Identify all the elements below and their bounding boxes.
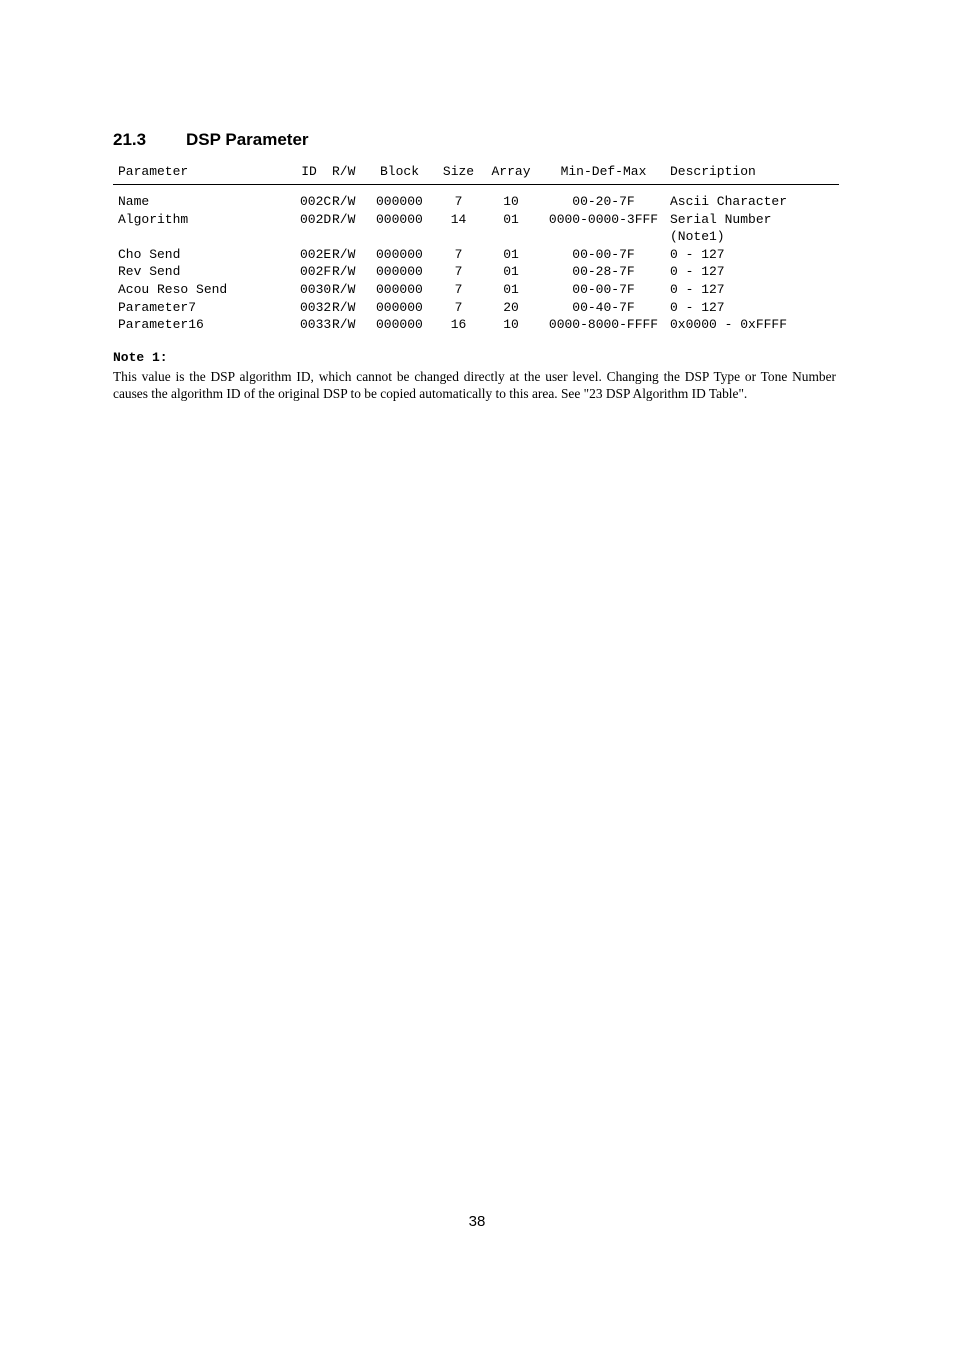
cell-size: 7: [454, 281, 463, 297]
cell-array: 01: [503, 246, 519, 262]
cell-rw: R/W: [332, 246, 356, 262]
cell-block: 000000: [376, 299, 423, 315]
cell-id: 002E: [300, 246, 332, 262]
cell-description: 0 - 127: [670, 264, 725, 280]
cell-id: 002D: [300, 211, 332, 227]
cell-array: 10: [503, 317, 519, 333]
cell-description: Serial Number: [670, 211, 772, 227]
cell-block: 000000: [376, 246, 423, 262]
table-row: [113, 280, 839, 298]
header-array: Array: [491, 164, 531, 179]
cell-description: 0 - 127: [670, 246, 725, 262]
header-size: Size: [442, 164, 475, 179]
cell-parameter: Acou Reso Send: [118, 281, 228, 297]
cell-id: 002F: [300, 264, 332, 280]
cell-parameter: Cho Send: [118, 246, 181, 262]
note-body: This value is the DSP algorithm ID, which cannot be changed directly at the user level. Changing the DSP Type or Tone Number causes the algorithm ID of the original DSP to be copied automatically to this area. See "23 DSP Algorithm ID Table".: [113, 369, 836, 401]
cell-id: 0030: [300, 281, 332, 297]
cell-rw: R/W: [332, 194, 356, 209]
cell-array: 20: [503, 299, 519, 315]
header-block: Block: [380, 164, 420, 179]
table-row: [113, 192, 839, 210]
table-row: [113, 262, 839, 280]
cell-block: 000000: [376, 194, 423, 209]
cell-block: 000000: [376, 281, 423, 297]
header-parameter: Parameter: [118, 164, 189, 179]
cell-description: Ascii Character: [670, 194, 788, 209]
header-min-def-max: Min-Def-Max: [560, 164, 647, 179]
note-title: Note 1:: [113, 350, 168, 365]
table-row-continuation: [113, 227, 839, 245]
table-spacer: [113, 185, 839, 192]
section-title: DSP Parameter: [186, 130, 309, 149]
cell-min-def-max: 00-00-7F: [572, 281, 635, 297]
cell-array: 01: [503, 211, 519, 227]
cell-parameter: Name: [118, 194, 150, 209]
cell-parameter: Parameter16: [118, 317, 204, 333]
cell-size: 16: [450, 317, 467, 333]
cell-array: 01: [503, 264, 519, 280]
cell-size: 14: [450, 211, 467, 227]
cell-min-def-max: 00-40-7F: [572, 299, 635, 315]
cell-array: 01: [503, 281, 519, 297]
cell-size: 7: [454, 299, 463, 315]
table-row: [113, 210, 839, 228]
cell-array: 10: [503, 194, 519, 209]
note-section: [113, 350, 836, 402]
page-number: 38: [468, 1213, 486, 1230]
cell-rw: R/W: [332, 317, 356, 333]
header-id: ID: [301, 164, 317, 179]
cell-min-def-max: 00-00-7F: [572, 246, 635, 262]
cell-block: 000000: [376, 211, 423, 227]
dsp-parameter-table: [113, 162, 839, 333]
cell-parameter: Algorithm: [118, 211, 189, 227]
cell-min-def-max: 00-20-7F: [572, 194, 635, 209]
table-header-row: [113, 162, 839, 185]
cell-rw: R/W: [332, 211, 356, 227]
table-row: [113, 245, 839, 263]
cell-id: 0033: [300, 317, 332, 333]
cell-parameter: Parameter7: [118, 299, 197, 315]
cell-description-note-ref: (Note1): [670, 229, 725, 245]
cell-size: 7: [454, 246, 463, 262]
cell-rw: R/W: [332, 281, 356, 297]
cell-size: 7: [454, 264, 463, 280]
cell-id: 0032: [300, 299, 332, 315]
cell-rw: R/W: [332, 264, 356, 280]
cell-description: 0 - 127: [670, 281, 725, 297]
table-row: [113, 315, 839, 333]
cell-description: 0 - 127: [670, 299, 725, 315]
cell-block: 000000: [376, 264, 423, 280]
cell-min-def-max: 0000-8000-FFFF: [548, 317, 659, 333]
table-row: [113, 298, 839, 316]
cell-id: 002C: [300, 194, 332, 209]
header-description: Description: [670, 164, 756, 179]
cell-rw: R/W: [332, 299, 356, 315]
cell-size: 7: [454, 194, 463, 209]
cell-parameter: Rev Send: [118, 264, 181, 280]
section-number: 21.3: [113, 130, 147, 149]
cell-min-def-max: 00-28-7F: [572, 264, 635, 280]
cell-block: 000000: [376, 317, 423, 333]
cell-min-def-max: 0000-0000-3FFF: [548, 211, 659, 227]
header-rw: R/W: [332, 164, 356, 179]
cell-description: 0x0000 - 0xFFFF: [670, 317, 788, 333]
section-heading: [113, 130, 309, 150]
